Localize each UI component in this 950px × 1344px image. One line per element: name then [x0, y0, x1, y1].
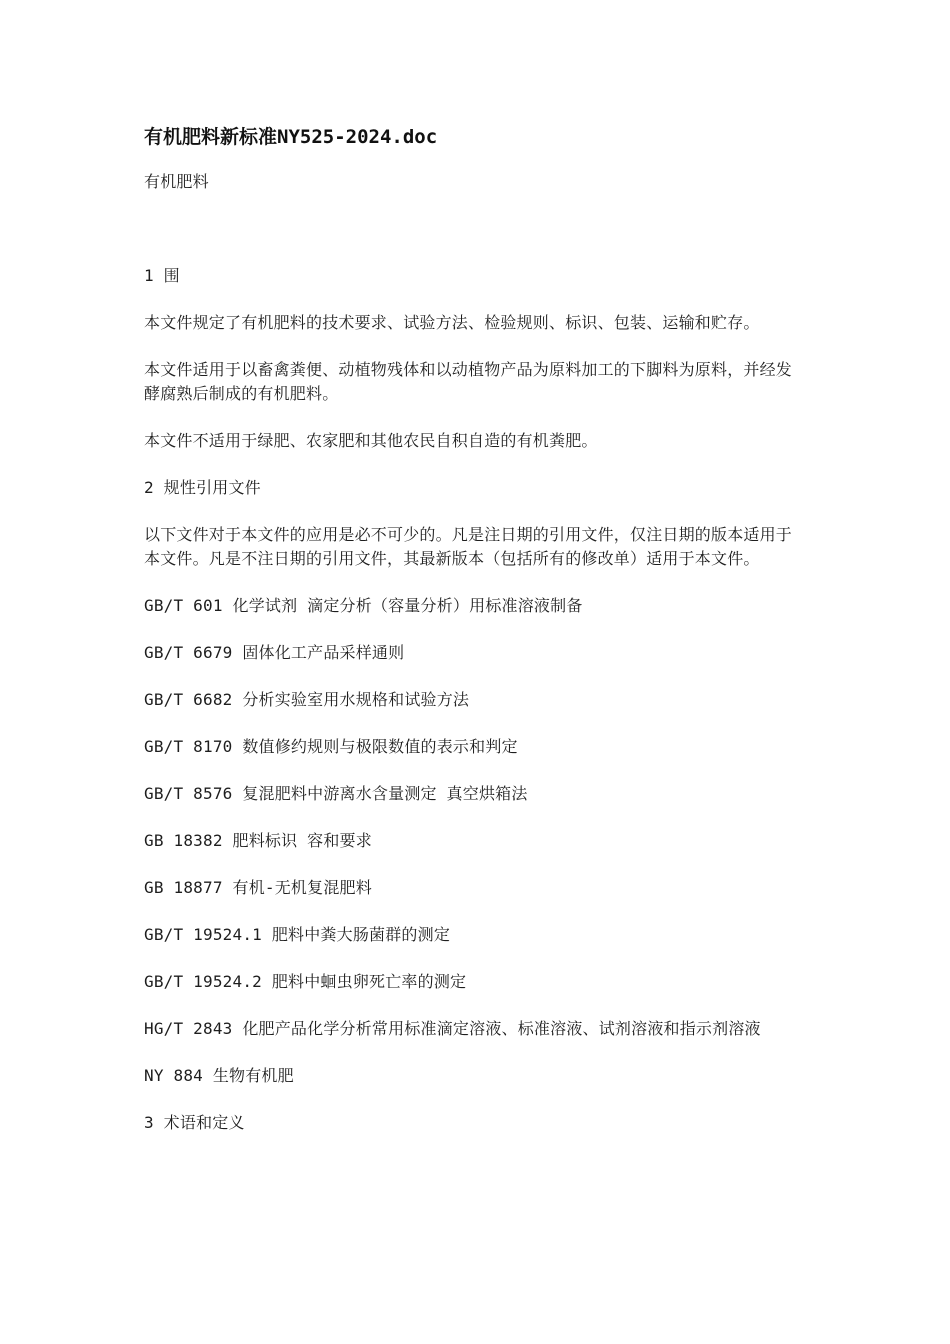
- reference-item: GB 18877 有机-无机复混肥料: [144, 878, 372, 897]
- reference-item: GB/T 601 化学试剂 滴定分析（容量分析）用标准溶液制备: [144, 596, 583, 615]
- document-subtitle: 有机肥料: [144, 172, 209, 191]
- reference-item: NY 884 生物有机肥: [144, 1066, 294, 1085]
- reference-item: GB/T 19524.2 肥料中蛔虫卵死亡率的测定: [144, 972, 467, 991]
- reference-item: HG/T 2843 化肥产品化学分析常用标准滴定溶液、标准溶液、试剂溶液和指示剂溶液: [144, 1019, 761, 1038]
- paragraph: 本文件适用于以畜禽粪便、动植物残体和以动植物产品为原料加工的下脚料为原料，并经发酵腐熟后制成的有机肥料。: [144, 360, 793, 403]
- section-heading-scope: 1 围: [144, 266, 180, 285]
- paragraph: 本文件规定了有机肥料的技术要求、试验方法、检验规则、标识、包装、运输和贮存。: [144, 313, 760, 332]
- reference-item: GB/T 19524.1 肥料中粪大肠菌群的测定: [144, 925, 451, 944]
- paragraph: 本文件不适用于绿肥、农家肥和其他农民自积自造的有机粪肥。: [144, 431, 598, 450]
- section-heading-terms: 3 术语和定义: [144, 1113, 245, 1132]
- section-heading-normative-references: 2 规性引用文件: [144, 478, 261, 497]
- paragraph: 以下文件对于本文件的应用是必不可少的。凡是注日期的引用文件，仅注日期的版本适用于本文件。凡是不注日期的引用文件，其最新版本（包括所有的修改单）适用于本文件。: [144, 525, 793, 568]
- reference-item: GB/T 6682 分析实验室用水规格和试验方法: [144, 690, 470, 709]
- reference-item: GB/T 6679 固体化工产品采样通则: [144, 643, 405, 662]
- document-title: 有机肥料新标准NY525-2024.doc: [144, 126, 438, 148]
- reference-item: GB/T 8576 复混肥料中游离水含量测定 真空烘箱法: [144, 784, 528, 803]
- reference-item: GB 18382 肥料标识 容和要求: [144, 831, 372, 850]
- reference-item: GB/T 8170 数值修约规则与极限数值的表示和判定: [144, 737, 518, 756]
